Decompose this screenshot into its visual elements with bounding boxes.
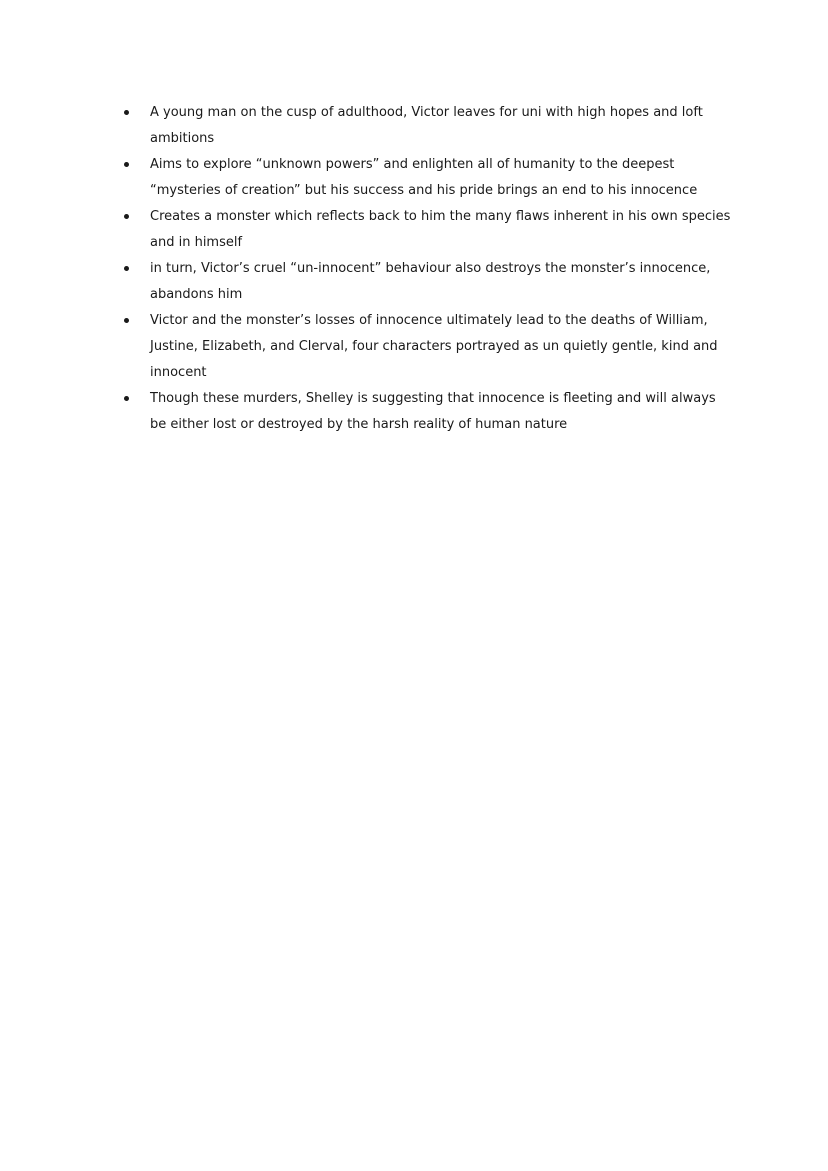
bullet-list <box>124 100 734 438</box>
bullet-text: Though these murders, Shelley is suggesting that innocence is fleeting and will always be either lost or destroyed by the harsh reality of human nature <box>150 391 716 432</box>
bullet-dot-icon <box>124 396 129 401</box>
bullet-item-5 <box>124 308 734 386</box>
bullet-dot-icon <box>124 266 129 271</box>
bullet-dot-icon <box>124 162 129 167</box>
bullet-item-4 <box>124 256 734 308</box>
bullet-item-6 <box>124 386 734 438</box>
bullet-item-3 <box>124 204 734 256</box>
bullet-text: Aims to explore “unknown powers” and enlighten all of humanity to the deepest “mysteries of creation” but his success and his pride brings an end to his innocence <box>150 157 698 198</box>
bullet-text: A young man on the cusp of adulthood, Victor leaves for uni with high hopes and loft ambitions <box>150 105 703 146</box>
bullet-text: Victor and the monster’s losses of innocence ultimately lead to the deaths of William, Justine, Elizabeth, and Clerval, four characters portrayed as un quietly gentle, kind and innocent <box>150 313 718 380</box>
bullet-text: Creates a monster which reflects back to him the many flaws inherent in his own species and in himself <box>150 209 731 250</box>
bullet-dot-icon <box>124 214 129 219</box>
bullet-dot-icon <box>124 318 129 323</box>
bullet-dot-icon <box>124 110 129 115</box>
bullet-item-1 <box>124 100 734 152</box>
bullet-text: in turn, Victor’s cruel “un-innocent” behaviour also destroys the monster’s innocence, abandons him <box>150 261 711 302</box>
bullet-item-2 <box>124 152 734 204</box>
